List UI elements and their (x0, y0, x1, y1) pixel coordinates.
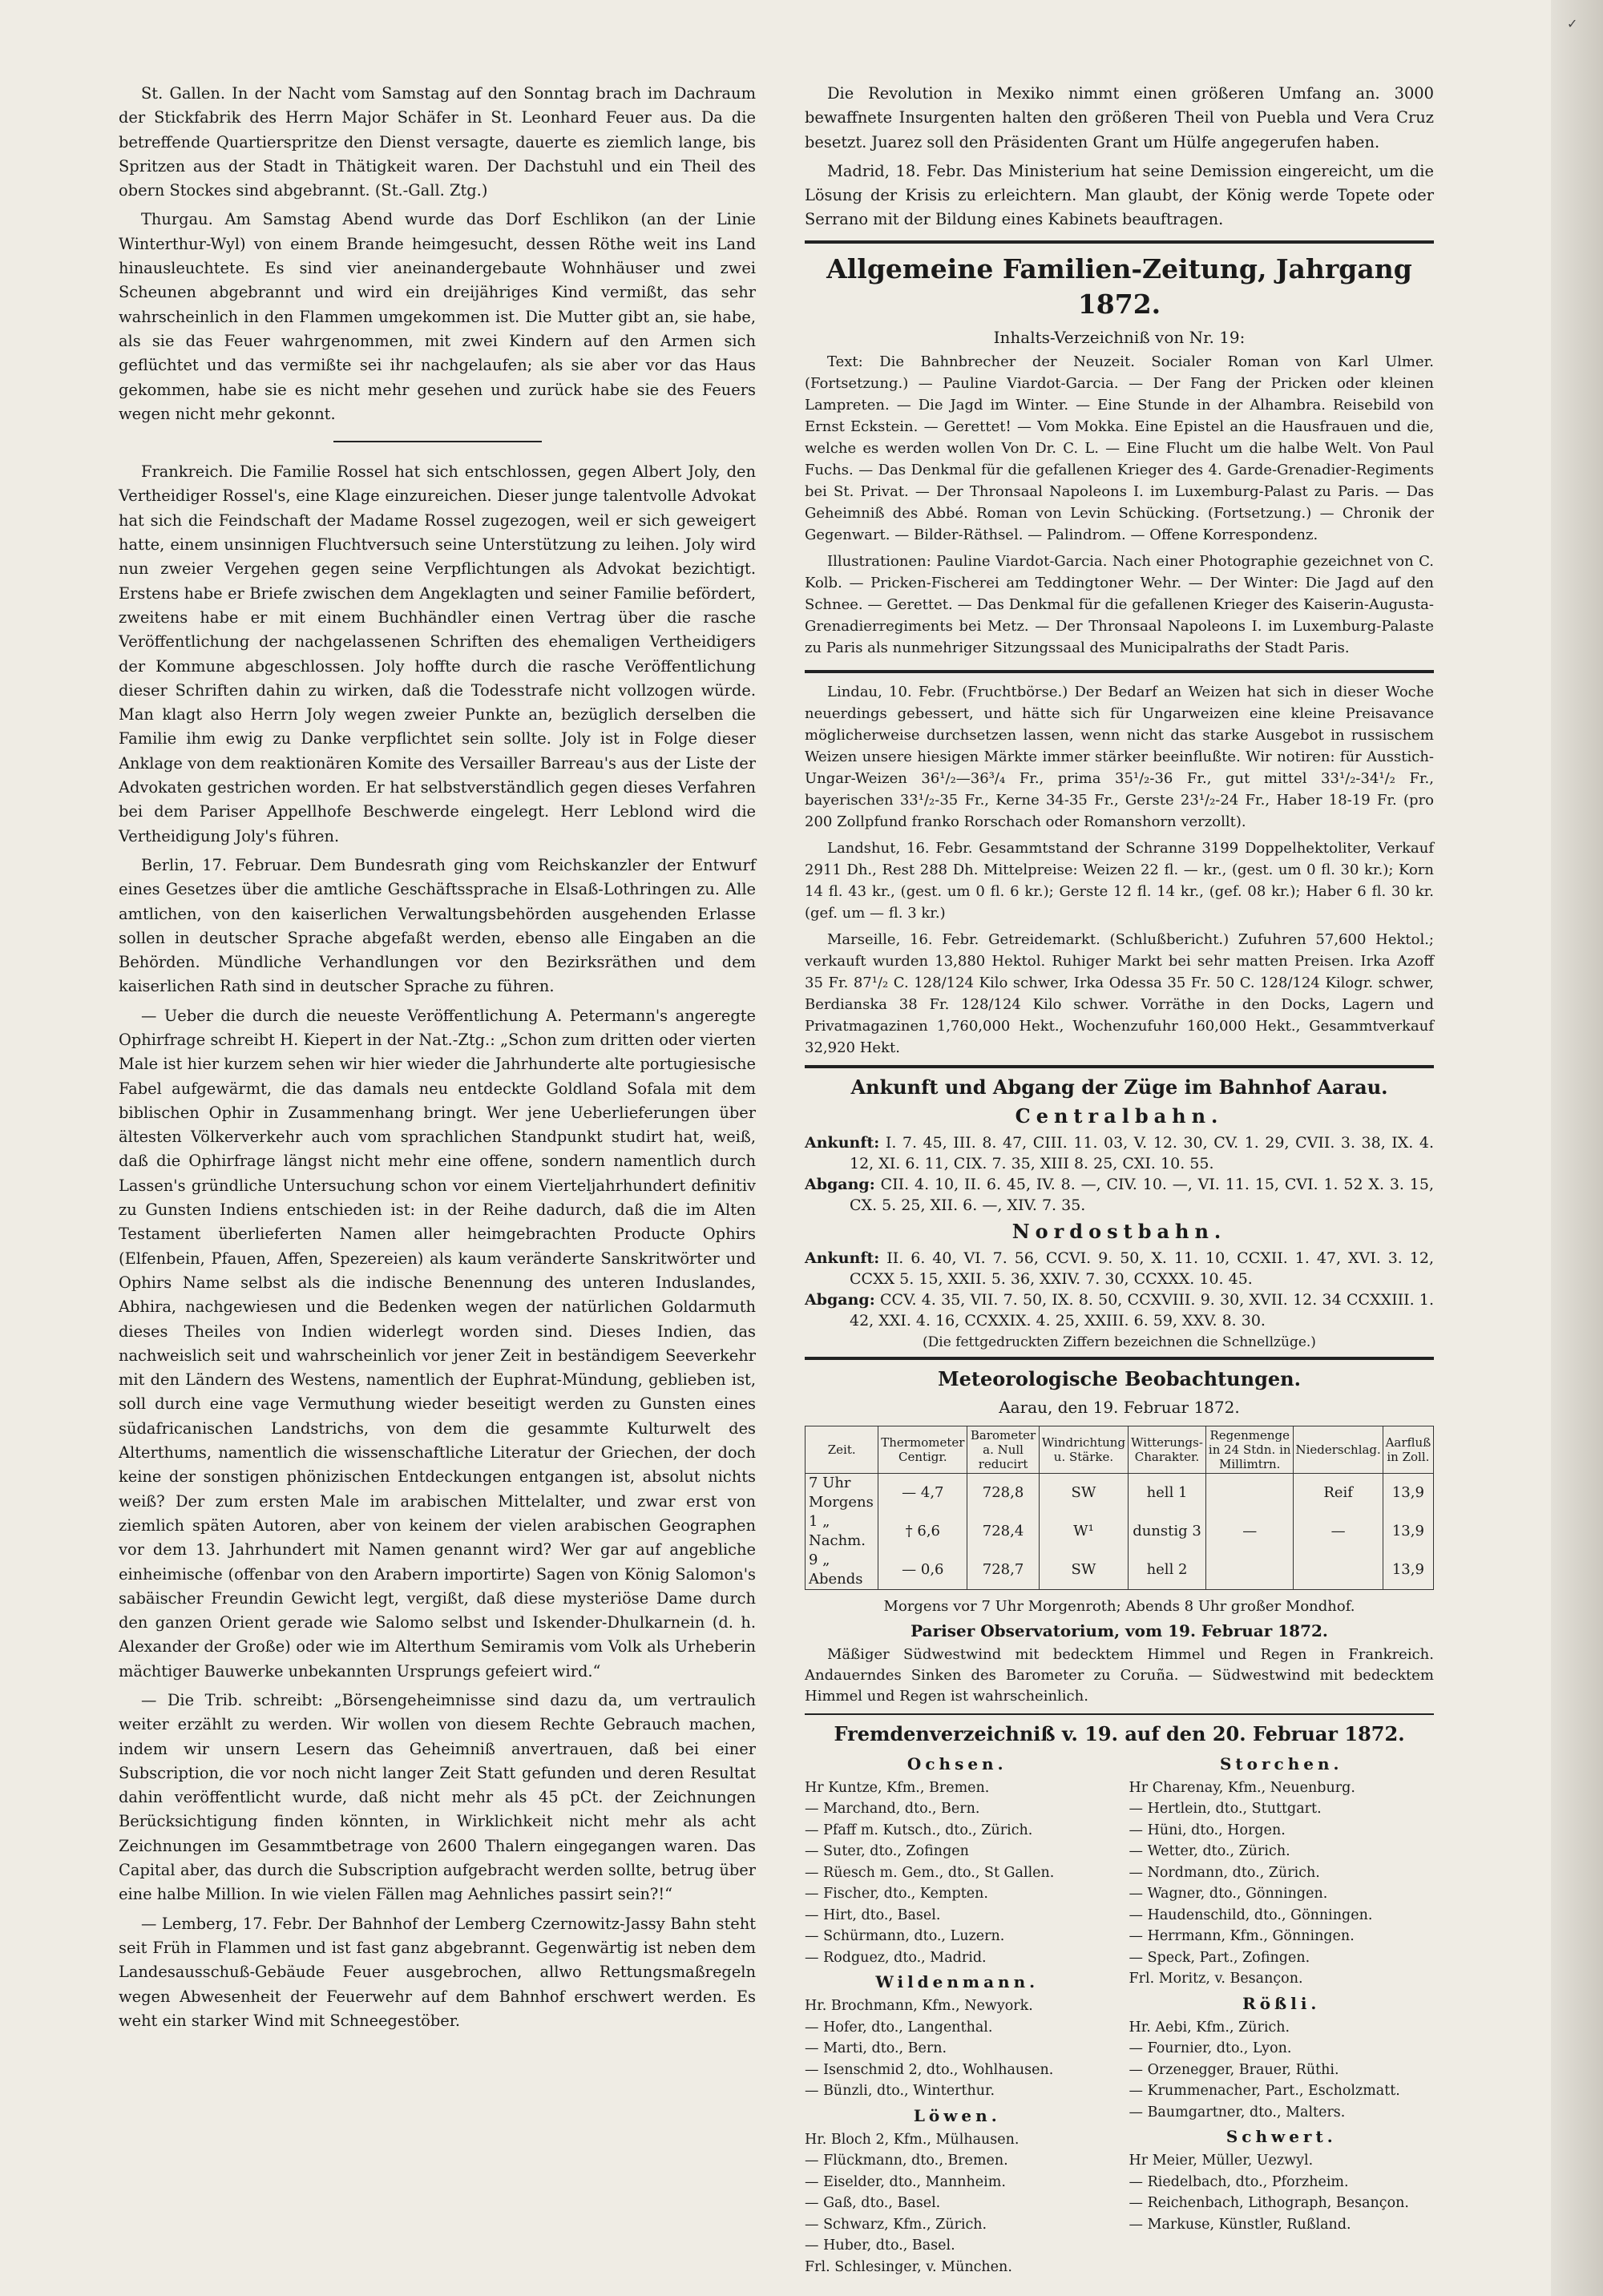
article-st-gallen: St. Gallen. In der Nacht vom Samstag auf den Sonntag brach im Dachraum der Stickfabrik des Herrn Major Schäfer in St. Leonhard Feuer aus. Da die betreffende Quartierspritze den Dienst versagte, dauerte es ziemlich lange, bis Spritzen aus der Stadt in Thätigkeit waren. Der Dachstuhl und ein Theil des obern Stockes sind abgebrannt. (St.-Gall. Ztg.) (119, 84, 756, 200)
label: Abgang: (805, 1290, 875, 1309)
meteo-body (806, 1473, 1434, 1589)
market-reports (805, 681, 1434, 1059)
meteo-cell: 13,9 (1383, 1473, 1433, 1512)
guest-entry: — Marti, dto., Bern. (805, 2040, 947, 2057)
guest-entry: — Flückmann, dto., Bremen. (805, 2153, 1008, 2169)
guest-entry: — Hüni, dto., Horgen. (1129, 1822, 1286, 1838)
separator (333, 441, 542, 442)
meteo-header-row (806, 1426, 1434, 1473)
article-frankreich: Frankreich. Die Familie Rossel hat sich entschlossen, gegen Albert Joly, den Vertheidiger Rossel's, eine Klage einzureichen. Dieser junge talentvolle Advokat hat sich die Feindschaft der Madame Rossel zugezogen, weil er sich geweigert hatte, einem unsinnigen Fluchtversuch seine Unterstützung zu leihen. Joly wird nun zweier Vergehen gegen seine Verpflichtungen als Advokat bezichtigt. Erstens habe er Briefe zwischen dem Angeklagten und seiner Familie befördert, zweitens habe er mit einem Buchhändler einen Vertrag über die rasche Veröffentlichung der nachgelassenen Schriften des ehemaligen Vertheidigers der Kommune abgeschlossen. Joly hoffte durch die rasche Veröffentlichung dieser Schriften dahin zu wirken, daß die Todesstrafe nicht vollzogen würde. Man klagt also Herrn Joly wegen zweier Punkte an, bezüglich derselben die Familie ihm ewig zu Danke verpflichtet sein sollte. Joly ist in Folge dieser Anklage von dem reaktionären Komite des Versailler Barreau's aus der Liste der Advokaten gestrichen worden. Er hat selbstverständlich gegen dieses Verfahren bei dem Pariser Appellhofe Beschwerde eingelegt. Herr Leblond wird die Vertheidigung Joly's führen. (119, 462, 756, 845)
market-lindau: Lindau, 10. Febr. (Fruchtbörse.) Der Bedarf an Weizen hat sich in dieser Woche neuerdings gebessert, und hätte sich für Ungarweizen eine kleine Preisavance möglicherweise durchsetzen lassen, wenn nicht das starke Ausgebot in russischem Weizen unsere hiesigen Märkte immer stärker beeinflußte. Wir notiren: für Ausstich-Ungar-Weizen 36¹/₂—36³/₄ Fr., prima 35¹/₂-36 Fr., gut mittel 33¹/₂-34¹/₂ Fr., bayerischen 33¹/₂-35 Fr., Kerne 34-35 Fr., Gerste 23¹/₂-24 Fr., Haber 18-19 Fr. (pro 200 Zollpfund franko Rorschach oder Romanshorn verzollt). (805, 683, 1434, 830)
meteo-cell (1294, 1551, 1383, 1590)
meteo-cell: † 6,6 (878, 1512, 967, 1551)
guest-column-left (805, 1750, 1110, 2278)
separator (805, 1357, 1434, 1360)
nordost-arrivals (805, 1248, 1434, 1289)
guest-list (805, 1750, 1434, 2278)
familien-zeitung-box (805, 240, 1434, 673)
guest-entry: Hr Charenay, Kfm., Neuenburg. (1129, 1779, 1355, 1796)
times: II. 6. 40, VI. 7. 56, CCVI. 9. 50, X. 11. 10, CCXII. 1. 47, XVI. 3. 12, CCXX 5. 15, XXII. 5. 36, XXIV. 7. 30, CCXXX. 10. 45. (850, 1249, 1434, 1288)
meteo-cell: SW (1039, 1551, 1128, 1590)
article-thurgau: Thurgau. Am Samstag Abend wurde das Dorf Eschlikon (an der Linie Winterthur-Wyl) von einem Brande heimgesucht, dessen Röthe weit ins Land hinausleuchtete. Es sind vier aneinandergebaute Wohnhäuser und zwei Scheunen abgebrannt und wird ein dreijähriges Kind vermißt, das sehr wahrscheinlich in den Flammen umgekommen ist. Die Mutter gibt an, sie habe, als sie das Feuer wahrgenommen, mit zwei Kindern auf den Armen sich geflüchtet und das vermißte sei ihr nachgelaufen; als sie aber vor das Haus gekommen, habe sie es nicht mehr gesehen und zurück habe sie des Feuers wegen nicht mehr gekonnt. (119, 210, 756, 423)
meteo-cell: 9 „ Abends (806, 1551, 878, 1590)
market-landshut: Landshut, 16. Febr. Gesammtstand der Schranne 3199 Doppelhektoliter, Verkauf 2911 Dh., Rest 288 Dh. Mittelpreise: Weizen 22 fl. — kr., (gest. um 0 fl. 30 kr.); Korn 14 fl. 43 kr., (gest. um 0 fl. 6 kr.); Gerste 12 fl. 14 kr., (gef. 08 kr.); Haber 6 fl. 30 kr. (gef. um — fl. 3 kr.) (805, 839, 1434, 922)
meteo-cell: W¹ (1039, 1512, 1128, 1551)
guest-entry: — Schürmann, dto., Luzern. (805, 1928, 1005, 1945)
hotel-heading: Rößli. (1242, 1993, 1321, 2013)
meteo-table (805, 1426, 1434, 1590)
guest-entry: Hr Kuntze, Kfm., Bremen. (805, 1779, 990, 1796)
guest-entry: — Orzenegger, Brauer, Rüthi. (1129, 2061, 1339, 2078)
article-mexiko: Die Revolution in Mexiko nimmt einen größeren Umfang an. 3000 bewaffnete Insurgenten halten den größeren Theil von Puebla und Vera Cruz besetzt. Juarez soll den Präsidenten Grant um Hülfe angegerufen haben. (805, 84, 1434, 151)
meteo-cell: — 4,7 (878, 1473, 967, 1512)
article-berlin: Berlin, 17. Februar. Dem Bundesrath ging vom Reichskanzler der Entwurf eines Gesetzes über die amtliche Geschäftssprache in Elsaß-Lothringen zu. Alle amtlichen, von den kaiserlichen Verwaltungsbehörden ausgehenden Erlasse sollen in deutscher Sprache abgefaßt werden, ebenso alle Eingaben an die Behörden. Mündliche Verhandlungen vor den Bezirksräthen und dem kaiserlichen Rath sind in deutscher Sprache zu führen. (119, 855, 756, 996)
meteo-cell: — (1205, 1512, 1294, 1551)
times: I. 7. 45, III. 8. 47, CIII. 11. 03, V. 12. 30, CV. 1. 29, CVII. 3. 38, IX. 4. 12, XI. 6. 11, CIX. 7. 35, XIII 8. 25, CXI. 10. 55. (850, 1133, 1434, 1172)
centralbahn-heading: Centralbahn. (1015, 1104, 1224, 1128)
meteo-header-cell: Windrichtung u. Stärke. (1039, 1426, 1128, 1473)
meteo-header-cell: Niederschlag. (1294, 1426, 1383, 1473)
central-arrivals (805, 1132, 1434, 1174)
guest-entry: — Gaß, dto., Basel. (805, 2195, 941, 2212)
meteo-cell: 13,9 (1383, 1512, 1433, 1551)
rail-title: Ankunft und Abgang der Züge im Bahnhof Aarau. (850, 1075, 1388, 1099)
afz-illustrations: Illustrationen: Pauline Viardot-Garcia. Nach einer Photographie gezeichnet von C. Kolb. — Pricken-Fischerei am Teddingtoner Wehr. — Der Winter: Die Jagd auf den Schnee. — Gerettet. — Das Denkmal für die gefallenen Krieger des Kaiserin-Augusta-Grenadierregiments bei Metz. — Der Thronsaal Napoleons I. im Luxemburg-Palaste zu Paris als nunmehriger Sitzungssaal des Municipalraths der Stadt Paris. (805, 552, 1434, 656)
meteo-cell: 13,9 (1383, 1551, 1433, 1590)
guest-entry: — Baumgartner, dto., Malters. (1129, 2104, 1346, 2120)
guest-entry: — Wetter, dto., Zürich. (1129, 1843, 1290, 1860)
label: Ankunft: (805, 1249, 880, 1267)
meteo-cell (1205, 1551, 1294, 1590)
guest-entry: Frl. Schlesinger, v. München. (805, 2258, 1012, 2275)
label: Abgang: (805, 1175, 875, 1193)
meteo-cell: hell 2 (1129, 1551, 1206, 1590)
meteo-header-cell: Thermometer Centigr. (878, 1426, 967, 1473)
guest-entry: — Pfaff m. Kutsch., dto., Zürich. (805, 1822, 1033, 1838)
guest-entry: Frl. Moritz, v. Besançon. (1129, 1971, 1303, 1987)
article-trib: — Die Trib. schreibt: „Börsengeheimnisse sind dazu da, um vertraulich weiter erzählt zu werden. Wir wollen von diesem Rechte Gebrauch machen, indem wir unsern Lesern das Geheimniß anvertrauen, daß bei einer Subscription, die vor noch nicht langer Zeit Statt gefunden und deren Resultat dahin veröffentlicht wurde, daß nicht mehr als 45 pCt. der Zeichnungen Berücksichtigung finden könnten, in Wirklichkeit nicht mehr als acht Zeichnungen im Gesammtbetrage von 2600 Thalern eingegangen waren. Das Capital aber, das durch die Subscription aufgebracht werden sollte, betrug über eine halbe Million. In wie vielen Fällen mag Aehnliches passirt sein?!“ (119, 1691, 756, 1904)
meteo-row (806, 1473, 1434, 1512)
meteo-cell: SW (1039, 1473, 1128, 1512)
guest-entry: — Riedelbach, dto., Pforzheim. (1129, 2173, 1349, 2190)
times: CII. 4. 10, II. 6. 45, IV. 8. —, CIV. 10. —, VI. 11. 15, CVI. 1. 52 X. 3. 15, CX. 5. 25, XII. 6. —, XIV. 7. 35. (850, 1175, 1434, 1214)
guest-entry: — Eiselder, dto., Mannheim. (805, 2173, 1006, 2190)
paris-text: Mäßiger Südwestwind mit bedecktem Himmel und Regen in Frankreich. Andauerndes Sinken des Barometer zu Coruña. — Südwestwind mit bedecktem Himmel und Regen ist wahrscheinlich. (805, 1645, 1434, 1705)
meteo-header-cell: Witterungs-Charakter. (1129, 1426, 1206, 1473)
meteo-cell: 7 Uhr Morgens (806, 1473, 878, 1512)
meteo-row (806, 1512, 1434, 1551)
guest-entry: — Wagner, dto., Gönningen. (1129, 1886, 1328, 1903)
paris-observatory: Pariser Observatorium, vom 19. Februar 1872. (911, 1620, 1328, 1640)
nordostbahn-heading: Nordostbahn. (1011, 1219, 1227, 1243)
guest-entry: — Huber, dto., Basel. (805, 2237, 955, 2254)
afz-text: Text: Die Bahnbrecher der Neuzeit. Socialer Roman von Karl Ulmer. (Fortsetzung.) — Pauline Viardot-Garcia. — Der Fang der Pricken oder kleinen Lampreten. — Die Jagd im Winter. — Eine Stunde in der Alhambra. Reisebild von Ernst Eckstein. — Gerettet! — Vom Mokka. Eine Epistel an die Hausfrauen und die, welche es werden wollen Von Dr. C. L. — Eine Flucht um die halbe Welt. Von Paul Fuchs. — Das Denkmal für die gefallenen Krieger des 4. Garde-Grenadier-Regiments bei St. Privat. — Der Thronsaal Napoleons I. im Luxemburg-Palast zu Paris. — Das Geheimniß des Abbé. Roman von Levin Schücking. (Fortsetzung.) — Chronik der Gegenwart. — Bilder-Räthsel. — Palindrom. — Offene Korrespondenz. (805, 353, 1434, 543)
meteo-cell (1205, 1473, 1294, 1512)
guest-entry: — Nordmann, dto., Zürich. (1129, 1864, 1320, 1881)
guest-entry: — Hertlein, dto., Stuttgart. (1129, 1801, 1322, 1818)
market-marseille: Marseille, 16. Febr. Getreidemarkt. (Schlußbericht.) Zufuhren 57,600 Hektol.; verkauft wurden 13,880 Hektol. Ruhiger Markt bei sehr matten Preisen. Irka Azoff 35 Fr. 87¹/₂ C. 128/124 Kilo schwer, Irka Odessa 35 Fr. 50 C. 128/124 Kilogr. schwer, Berdianska 38 Fr. 128/124 Kilo schwer. Vorräthe in den Docks, Lagern und Privatmagazinen 1,760,000 Hekt., Wochenzufuhr 160,000 Hekt., Gesammtverkauf 32,920 Hekt. (805, 930, 1434, 1056)
guest-entry: — Rodguez, dto., Madrid. (805, 1949, 987, 1966)
right-column (805, 82, 1434, 2278)
guest-entry: — Hofer, dto., Langenthal. (805, 2019, 993, 2036)
hotel-heading: Wildenmann. (875, 1972, 1040, 1992)
guest-entry: — Suter, dto., Zofingen (805, 1843, 969, 1860)
nordost-departures (805, 1289, 1434, 1331)
article-lemberg: — Lemberg, 17. Febr. Der Bahnhof der Lemberg Czernowitz-Jassy Bahn steht seit Früh in Flammen und ist fast ganz abgebrannt. Gegenwärtig ist neben dem Landesausschuß-Gebäude Feuer ausgebrochen, allwo Rettungsmaßregeln wegen Abwesenheit der Feuerwehr auf dem Bahnhof erschwert werden. Es weht ein starker Wind mit Schneegestöber. (119, 1914, 756, 2030)
meteo-cell: 728,7 (967, 1551, 1040, 1590)
guest-entry: — Reichenbach, Lithograph, Besançon. (1129, 2195, 1409, 2212)
meteo-header-cell: Zeit. (806, 1426, 878, 1473)
left-column (119, 82, 756, 2038)
guest-entry: — Rüesch m. Gem., dto., St Gallen. (805, 1864, 1055, 1881)
central-departures (805, 1174, 1434, 1216)
hotel-heading: Ochsen. (906, 1753, 1007, 1773)
meteo-place: Aarau, den 19. Februar 1872. (999, 1397, 1240, 1417)
separator (805, 1713, 1434, 1715)
hotel-heading: Löwen. (913, 2105, 1001, 2125)
meteo-cell: — 0,6 (878, 1551, 967, 1590)
guest-entry: — Hirt, dto., Basel. (805, 1907, 941, 1923)
meteo-header-cell: Barometer a. Null reducirt (967, 1426, 1040, 1473)
guest-entry: Hr. Brochmann, Kfm., Newyork. (805, 1998, 1033, 2015)
meteo-cell: dunstig 3 (1129, 1512, 1206, 1551)
guest-entry: — Krummenacher, Part., Escholzmatt. (1129, 2083, 1400, 2100)
guest-entry: — Herrmann, Kfm., Gönningen. (1129, 1928, 1355, 1945)
guest-entry: — Bünzli, dto., Winterthur. (805, 2083, 995, 2100)
guest-entry: Hr. Aebi, Kfm., Zürich. (1129, 2019, 1290, 2036)
rail-note: (Die fettgedruckten Ziffern bezeichnen die Schnellzüge.) (923, 1334, 1316, 1350)
meteo-note: Morgens vor 7 Uhr Morgenroth; Abends 8 Uhr großer Mondhof. (883, 1597, 1355, 1615)
meteo-cell: 1 „ Nachm. (806, 1512, 878, 1551)
fremdenverzeichnis-title: Fremdenverzeichniß v. 19. auf den 20. Februar 1872. (834, 1721, 1405, 1745)
meteo-cell: — (1294, 1512, 1383, 1551)
guest-entry: — Haudenschild, dto., Gönningen. (1129, 1907, 1373, 1923)
meteo-cell: hell 1 (1129, 1473, 1206, 1512)
guest-entry: — Speck, Part., Zofingen. (1129, 1949, 1310, 1966)
article-ophir: — Ueber die durch die neueste Veröffentlichung A. Petermann's angeregte Ophirfrage schreibt H. Kiepert in der Nat.-Ztg.: „Schon zum dritten oder vierten Male ist hier kurzem sehen wir hier wieder die Jahrhunderte alte portugiesische Fabel aufgewärmt, die das damals neu entdeckte Goldland Sofala mit dem biblischen Ophir in Zusammenhang bringt. Wer jene Ueberlieferungen über ältesten Völkerverkehr auch vom sprachlichen Standpunkt studirt hat, weiß, daß die Ophirfrage längst nicht mehr eine offene, sondern namentlich durch Lassen's gründliche Untersuchung schon vor einem Vierteljahrhundert definitiv zu Gunsten Indiens entschieden ist: in der Reihe dadurch, daß die im Alten Testament überlieferten Namen aller heimgebrachten Producte Ophirs (Elfenbein, Pfauen, Affen, Spezereien) als kaum veränderte Sanskritwörter und Ophirs Name selbst als die indische Benennung des unteren Induslandes, Abhira, nachgewiesen und die Bedenken wegen der natürlichen Goldarmuth dieses Theiles von Indien widerlegt worden sind. Dieses Indien, das nachweislich seit und wahrscheinlich vor jener Zeit in beständigem Seeverkehr mit den Ländern des Westens, namentlich der Euphrat-Mündung, geblieben ist, soll durch eine vage Vermuthung wieder beseitigt werden zu Gunsten eines südafricanischen Landstrichs, von dem die gesammte Kulturwelt des Alterthums, namentlich die wissenschaftliche Literatur der Griechen, der doch keine der sonstigen phönizischen Entdeckungen entgangen ist, absolut nichts weiß? Der zum ersten Male im arabischen Mittelalter, und zwar erst von ziemlich späten Autoren, aber von keinem der vielen arabischen Geographen vor dem 13. Jahrhundert mit Namen genannt wird? Wer gar auf angebliche einheimische (offenbar von den Arabern importirte) Sagen von König Salomon's sabäischer Freundin Gewicht legt, vergißt, daß diese mysteriöse Dame durch den ganzen Orient gerade wie Salomo selbst und Iskender-Dhulkarnein (d. h. Alexander der Große) oder wie im Alterthum Semiramis vom Volk als Urheberin mächtiger Bauwerke unbekannten Ursprungs gefeiert wird.“ (119, 1006, 756, 1681)
meteo-title: Meteorologische Beobachtungen. (938, 1366, 1301, 1390)
separator (805, 1065, 1434, 1068)
times: CCV. 4. 35, VII. 7. 50, IX. 8. 50, CCXVIII. 9. 30, XVII. 12. 34 CCXXIII. 1. 42, XXI. 4. 16, CCXXIX. 4. 25, XXIII. 6. 59, XXV. 8. 30. (850, 1290, 1434, 1330)
page-edge (1551, 0, 1603, 2296)
article-madrid: Madrid, 18. Febr. Das Ministerium hat seine Demission eingereicht, um die Lösung der Krisis zu erleichtern. Man glaubt, der König werde Topete oder Serrano mit der Bildung eines Kabinets beauftragen. (805, 161, 1434, 229)
hotel-heading: Schwert. (1225, 2127, 1337, 2147)
guest-entry: — Marchand, dto., Bern. (805, 1801, 980, 1818)
guest-column-right (1129, 1750, 1435, 2278)
label: Ankunft: (805, 1133, 880, 1152)
guest-entry: — Schwarz, Kfm., Zürich. (805, 2216, 987, 2233)
hotel-heading: Storchen. (1219, 1753, 1343, 1773)
guest-entry: — Markuse, Künstler, Rußland. (1129, 2216, 1351, 2233)
check-icon: ✓ (1567, 16, 1578, 31)
meteo-cell: 728,8 (967, 1473, 1040, 1512)
guest-entry: — Isenschmid 2, dto., Wohlhausen. (805, 2061, 1054, 2078)
afz-subtitle: Inhalts-Verzeichniß von Nr. 19: (993, 327, 1246, 347)
meteo-row (806, 1551, 1434, 1590)
guest-entry: — Fischer, dto., Kempten. (805, 1886, 988, 1903)
guest-entry: Hr Meier, Müller, Uezwyl. (1129, 2153, 1314, 2169)
guest-entry: — Fournier, dto., Lyon. (1129, 2040, 1292, 2057)
meteo-header-cell: Regenmenge in 24 Stdn. in Millimtrn. (1205, 1426, 1294, 1473)
meteo-cell: Reif (1294, 1473, 1383, 1512)
afz-title: Allgemeine Familien-Zeitung, Jahrgang 1872. (826, 252, 1412, 320)
guest-entry: Hr. Bloch 2, Kfm., Mülhausen. (805, 2131, 1020, 2148)
meteo-header-cell: Aarfluß in Zoll. (1383, 1426, 1433, 1473)
meteo-cell: 728,4 (967, 1512, 1040, 1551)
